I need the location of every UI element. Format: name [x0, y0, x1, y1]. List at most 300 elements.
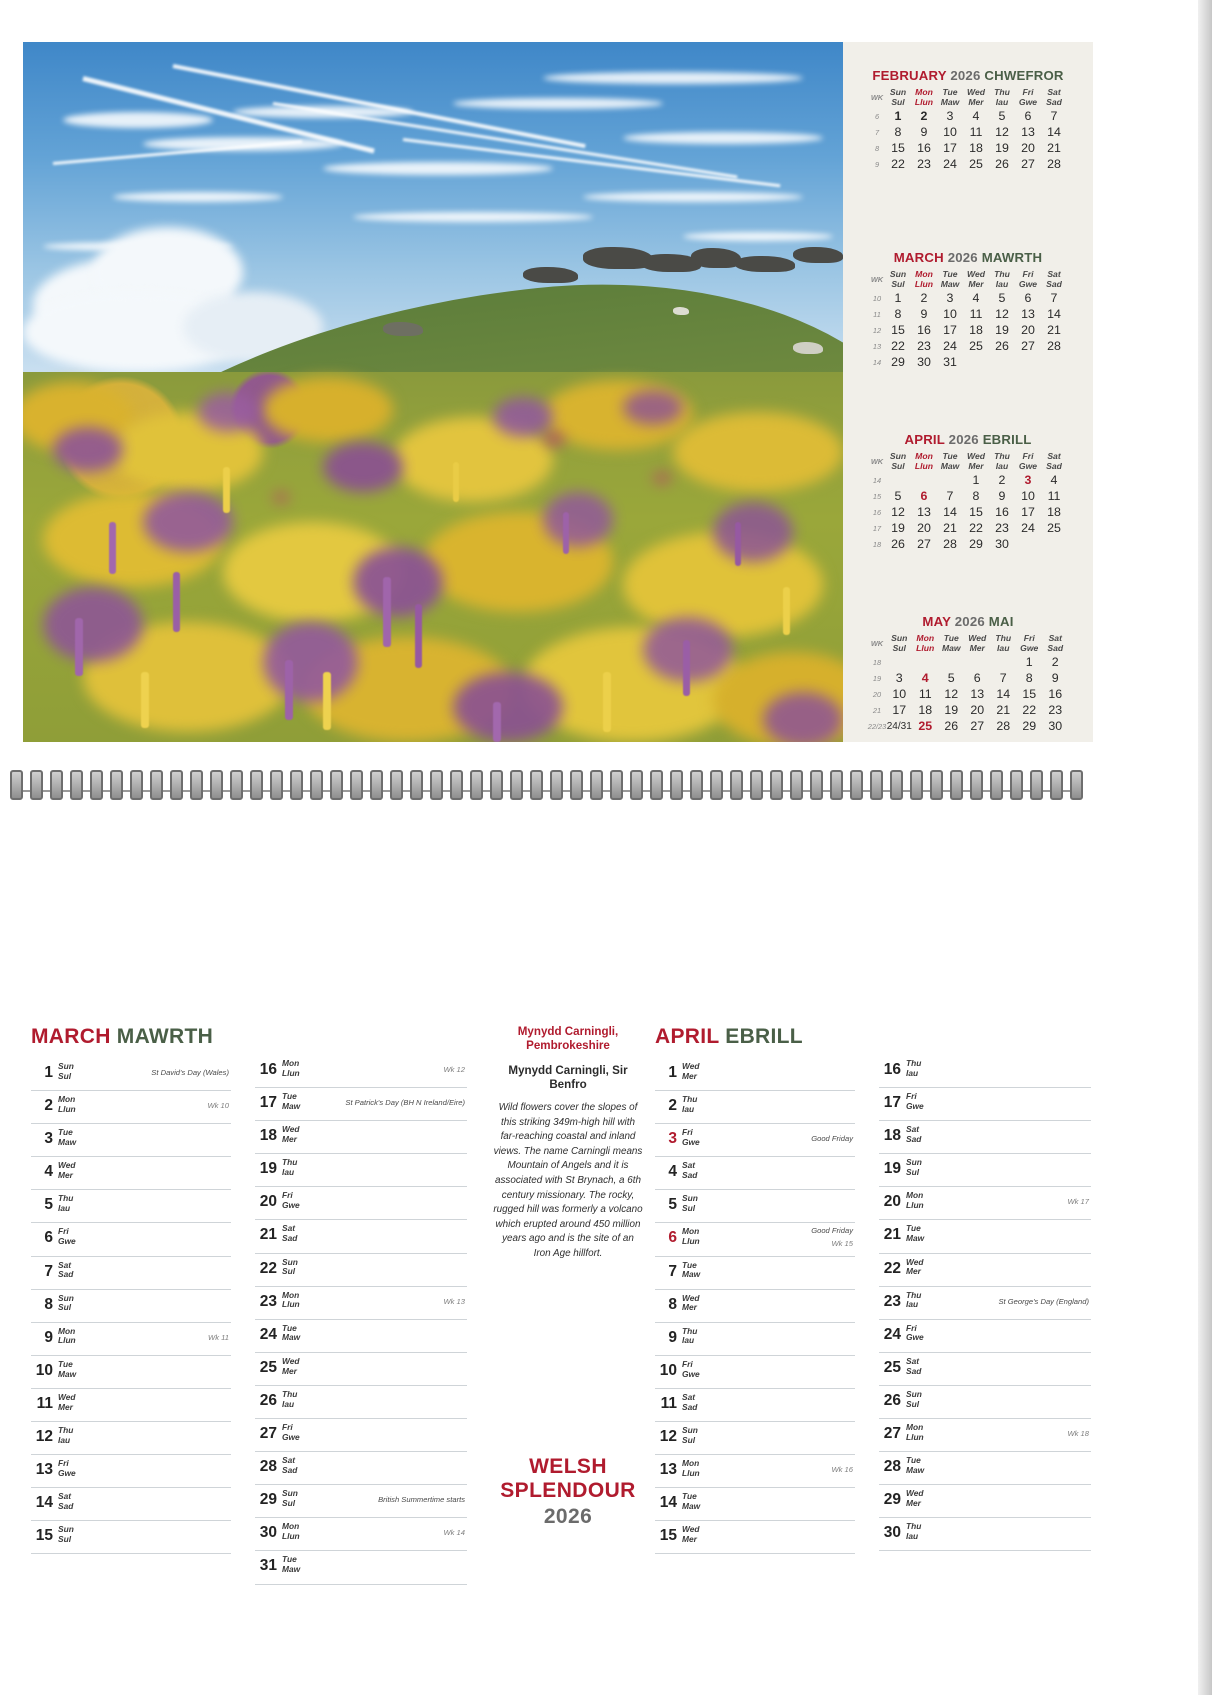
week-note: Wk 17 — [1067, 1197, 1089, 1207]
mini-day: 25 — [969, 157, 983, 172]
mini-day: 17 — [892, 703, 907, 718]
diary-day-row[interactable] — [879, 1121, 1091, 1154]
day-names: Thu Iau — [682, 1094, 698, 1114]
week-note: Wk 14 — [443, 1528, 465, 1538]
mini-day: 13 — [970, 687, 985, 702]
mini-week-row — [868, 718, 1069, 734]
day-number: 9 — [44, 1328, 53, 1346]
mini-day: 4 — [972, 291, 980, 306]
mini-day — [912, 654, 938, 670]
diary-day-row[interactable] — [879, 1088, 1091, 1121]
day-names: Tue Maw — [58, 1358, 77, 1379]
day-names: Sun Sul — [906, 1388, 922, 1409]
day-number: 20 — [259, 1193, 277, 1211]
mini-day: 18 — [1047, 505, 1061, 520]
mini-day-holiday: 25 — [918, 719, 933, 734]
diary-day-row[interactable] — [655, 1455, 855, 1488]
day-number: 27 — [259, 1425, 277, 1443]
mini-day: 8 — [894, 125, 902, 140]
mini-day: 16 — [1048, 687, 1063, 702]
mini-day: 11 — [918, 687, 932, 702]
dow-header-mon: Mon Llun — [914, 451, 934, 471]
mini-day: 19 — [995, 323, 1009, 338]
mini-day-holiday: 3 — [1024, 473, 1032, 488]
diary-day-row[interactable] — [255, 1551, 467, 1584]
dow-header-tue: Tue Maw — [941, 633, 961, 653]
mini-day: 20 — [917, 521, 931, 536]
description-text: Wild flowers cover the slopes of this striking 349m-high hill with far-reaching coastal and inland views. The name Carningli means Mountain of Angels and it is associated with St Brynach, a 6th century missionary. The rocky, rugged hill was formerly a volcano which erupted around 450 million years ago and is the site of an Iron Age hillfort. — [493, 1102, 643, 1259]
mini-day: 6 — [1024, 291, 1032, 306]
day-names: Thu Iau — [58, 1425, 74, 1445]
dow-header-sun: Sun Sul — [889, 269, 907, 289]
day-names: Mon Llun — [282, 1289, 300, 1310]
diary-day-row[interactable] — [255, 1452, 467, 1485]
day-names: Thu Iau — [282, 1157, 298, 1177]
day-names: Sun Sul — [682, 1193, 698, 1214]
week-number: 18 — [872, 539, 882, 549]
photo-description — [493, 1025, 643, 1262]
day-number: 2 — [44, 1097, 53, 1115]
dow-header-sun: Sun Sul — [891, 633, 908, 653]
diary-day-row[interactable] — [655, 1157, 855, 1190]
dow-header-sun: Sun Sul — [889, 87, 907, 107]
day-number: 4 — [44, 1163, 53, 1181]
day-names: Thu Iau — [682, 1325, 698, 1346]
week-number: 21 — [872, 705, 882, 715]
diary-day-row[interactable] — [879, 1320, 1091, 1353]
diary-day-row[interactable] — [655, 1389, 855, 1422]
diary-day-row[interactable] — [255, 1287, 467, 1320]
mini-week-row — [869, 140, 1067, 156]
diary-day-row[interactable] — [31, 1124, 231, 1157]
mini-day: 14 — [1047, 307, 1061, 322]
diary-day-row[interactable] — [255, 1154, 467, 1187]
mini-day: 6 — [973, 671, 981, 686]
diary-day-row[interactable] — [31, 1058, 231, 1091]
diary-day-row[interactable] — [31, 1422, 231, 1455]
mini-day: 8 — [1025, 671, 1033, 686]
diary-day-row[interactable] — [655, 1521, 855, 1554]
diary-day-row[interactable] — [31, 1455, 231, 1488]
mini-week-row — [869, 488, 1067, 504]
day-number: 29 — [883, 1491, 901, 1509]
day-number: 28 — [259, 1458, 277, 1476]
diary-day-row[interactable] — [655, 1488, 855, 1521]
diary-day-row[interactable] — [255, 1518, 467, 1551]
diary-day-row[interactable] — [255, 1088, 467, 1121]
mini-day: 23 — [1048, 703, 1063, 718]
mini-day: 30 — [917, 355, 931, 370]
diary-day-row[interactable] — [655, 1356, 855, 1389]
day-names: Sat Sad — [58, 1259, 74, 1280]
mini-day: 14 — [996, 687, 1011, 702]
mini-day: 12 — [944, 687, 959, 702]
day-number: 18 — [883, 1127, 901, 1145]
mini-day: 21 — [1047, 323, 1061, 338]
dow-header-thu: Thu Iau — [995, 633, 1012, 653]
day-number: 17 — [259, 1094, 277, 1112]
dow-header-fri: Fri Gwe — [1020, 633, 1039, 653]
dow-header-fri: Fri Gwe — [1018, 87, 1038, 107]
week-number: 19 — [872, 673, 882, 683]
mini-day — [963, 354, 989, 370]
day-note: British Summertime starts — [378, 1495, 465, 1505]
mini-month-table — [869, 87, 1067, 172]
mini-day: 29 — [969, 537, 983, 552]
mini-day: 12 — [995, 125, 1009, 140]
diary-day-row[interactable] — [31, 1091, 231, 1124]
day-names: Mon Llun — [906, 1422, 924, 1442]
mini-month-title — [843, 432, 1093, 447]
mini-month-name-cy: MAWRTH — [981, 250, 1043, 265]
day-names: Wed Mer — [682, 1061, 700, 1081]
mini-day: 3 — [895, 671, 903, 686]
page-edge-shadow — [1198, 0, 1212, 1695]
week-number: 17 — [872, 523, 882, 533]
mini-day: 24/31 — [886, 720, 912, 732]
mini-week-row — [869, 504, 1067, 520]
mini-day: 1 — [972, 473, 980, 488]
mini-day: 14 — [1047, 125, 1061, 140]
mini-day: 18 — [918, 703, 933, 718]
day-note: Good Friday — [811, 1226, 853, 1236]
day-number: 13 — [659, 1461, 677, 1479]
mini-day: 22 — [891, 339, 905, 354]
day-names: Thu Iau — [906, 1058, 922, 1078]
day-note: St Patrick's Day (BH N Ireland/Eire) — [345, 1098, 465, 1108]
day-names: Tue Maw — [58, 1127, 77, 1147]
diary-day-row[interactable] — [655, 1422, 855, 1455]
diary-day-row[interactable] — [31, 1356, 231, 1389]
day-number: 21 — [259, 1226, 277, 1244]
mini-day — [885, 472, 911, 488]
day-names: Tue Maw — [282, 1322, 301, 1343]
mini-month-year: 2026 — [954, 614, 985, 629]
mini-day: 30 — [995, 537, 1009, 552]
mini-week-row — [869, 306, 1067, 322]
day-names: Sun Sul — [682, 1425, 698, 1445]
mini-day: 30 — [1048, 719, 1063, 734]
mini-month-table — [868, 633, 1069, 734]
diary-day-row[interactable] — [879, 1353, 1091, 1386]
diary-day-row[interactable] — [255, 1220, 467, 1253]
mini-month-may — [843, 614, 1093, 734]
mini-week-row — [869, 472, 1067, 488]
diary-day-row[interactable] — [879, 1154, 1091, 1187]
flower-meadow — [23, 372, 843, 742]
diary-day-row[interactable] — [31, 1290, 231, 1323]
day-names: Mon Llun — [58, 1094, 76, 1114]
mini-day: 16 — [995, 505, 1009, 520]
day-note: St George's Day (England) — [998, 1296, 1089, 1306]
diary-day-row[interactable] — [879, 1220, 1091, 1253]
diary-day-row[interactable] — [879, 1187, 1091, 1220]
dow-header-tue: Tue Maw — [940, 269, 960, 289]
mini-day: 22 — [1022, 703, 1037, 718]
diary-day-row[interactable] — [31, 1257, 231, 1290]
dow-header-fri: Fri Gwe — [1018, 269, 1038, 289]
mini-month-title — [843, 614, 1093, 629]
dow-header-sat: Sat Sad — [1046, 87, 1062, 107]
diary-day-row[interactable] — [31, 1190, 231, 1223]
day-note: St David's Day (Wales) — [151, 1068, 229, 1077]
month-name-en: MARCH — [31, 1025, 111, 1048]
diary-day-row[interactable] — [879, 1386, 1091, 1419]
mini-month-year: 2026 — [950, 68, 981, 83]
mini-day: 23 — [917, 157, 931, 172]
mini-day: 26 — [995, 157, 1009, 172]
day-number: 3 — [44, 1130, 53, 1148]
day-names: Sat Sad — [682, 1391, 698, 1412]
mini-day: 5 — [998, 109, 1006, 124]
day-names: Sun Sul — [58, 1061, 74, 1081]
diary-day-row[interactable] — [255, 1419, 467, 1452]
mini-day: 20 — [1021, 141, 1035, 156]
month-name-cy: EBRILL — [725, 1025, 803, 1048]
mini-week-row — [869, 108, 1067, 124]
mini-day: 17 — [1021, 505, 1035, 520]
diary-day-row[interactable] — [655, 1091, 855, 1124]
mini-day: 15 — [1022, 687, 1037, 702]
diary-day-row[interactable] — [879, 1419, 1091, 1452]
mini-week-row — [868, 686, 1069, 702]
mini-day: 2 — [920, 291, 928, 306]
mini-month-title — [843, 250, 1093, 265]
dow-header-mon: Mon Llun — [914, 87, 934, 107]
mini-day: 11 — [969, 125, 983, 140]
mini-day: 4 — [972, 109, 980, 124]
day-names: Sat Sad — [58, 1491, 74, 1511]
day-number: 23 — [259, 1292, 277, 1310]
day-names: Tue Maw — [282, 1091, 301, 1111]
diary-day-row[interactable] — [31, 1157, 231, 1190]
day-names: Fri Gwe — [58, 1458, 76, 1478]
diary-day-row[interactable] — [31, 1389, 231, 1422]
day-number: 27 — [883, 1425, 901, 1443]
mini-month-table — [869, 269, 1067, 370]
diary-blank-row — [879, 1551, 1091, 1584]
week-number: 8 — [874, 143, 880, 153]
mini-day: 27 — [1021, 339, 1035, 354]
wk-header: WK — [870, 274, 884, 284]
day-names: Thu Iau — [58, 1193, 74, 1214]
diary-day-row[interactable] — [879, 1287, 1091, 1320]
week-number: 7 — [874, 127, 880, 137]
diary-day-row[interactable] — [255, 1187, 467, 1220]
day-number: 8 — [668, 1295, 677, 1313]
diary-day-row[interactable] — [255, 1386, 467, 1419]
mini-day: 15 — [891, 323, 905, 338]
mini-day: 28 — [1047, 339, 1061, 354]
mini-day: 2 — [1051, 655, 1059, 670]
diary-march-col1 — [31, 1025, 231, 1554]
mini-day: 21 — [943, 521, 957, 536]
mini-week-row — [869, 290, 1067, 306]
mini-month-name-cy: CHWEFROR — [984, 68, 1064, 83]
week-number: 22/23 — [867, 721, 887, 731]
day-names: Sun Sul — [58, 1292, 74, 1313]
diary-day-row[interactable] — [255, 1121, 467, 1154]
day-names: Sun Sul — [282, 1488, 298, 1508]
diary-day-row[interactable] — [255, 1320, 467, 1353]
week-number: 20 — [872, 689, 882, 699]
mini-day: 1 — [894, 291, 902, 306]
dow-header-wed: Wed Mer — [967, 451, 985, 471]
dow-header-mon: Mon Llun — [916, 633, 935, 653]
diary-day-row[interactable] — [31, 1323, 231, 1356]
diary-month-heading-april — [655, 1025, 855, 1049]
mini-day — [937, 472, 963, 488]
mini-day: 25 — [969, 339, 983, 354]
diary-day-row[interactable] — [655, 1058, 855, 1091]
diary-day-row[interactable] — [31, 1488, 231, 1521]
mini-day: 27 — [1021, 157, 1035, 172]
photograph-mynydd-carningli — [23, 42, 843, 742]
mini-day: 28 — [943, 537, 957, 552]
diary-day-row[interactable] — [255, 1353, 467, 1386]
day-names: Sun Sul — [58, 1524, 74, 1545]
diary-day-row[interactable] — [879, 1518, 1091, 1551]
diary-day-row[interactable] — [31, 1223, 231, 1256]
mini-month-name-cy: EBRILL — [982, 432, 1032, 447]
mini-day: 7 — [1050, 291, 1058, 306]
mini-week-row — [868, 670, 1069, 686]
day-names: Sat Sad — [906, 1124, 922, 1144]
mini-day — [1015, 354, 1041, 370]
diary-day-row[interactable] — [655, 1257, 855, 1290]
mini-month-year: 2026 — [948, 432, 979, 447]
diary-day-row[interactable] — [255, 1254, 467, 1287]
mini-day — [990, 654, 1016, 670]
day-number: 13 — [35, 1461, 53, 1479]
mini-day: 16 — [917, 141, 931, 156]
week-number: 10 — [872, 293, 882, 303]
mini-day: 5 — [947, 671, 955, 686]
day-names: Sun Sul — [282, 1256, 298, 1277]
day-number: 5 — [44, 1196, 53, 1214]
mini-week-row — [869, 124, 1067, 140]
day-number: 19 — [259, 1160, 277, 1178]
mini-day: 13 — [1021, 307, 1035, 322]
calendar-title: WELSH SPLENDOUR — [500, 1455, 636, 1502]
day-number: 12 — [35, 1428, 53, 1446]
location-name-cy: Mynydd Carningli, Sir Benfro — [508, 1064, 628, 1091]
day-names: Mon Llun — [282, 1058, 300, 1078]
mini-day: 24 — [1021, 521, 1035, 536]
day-note: Good Friday — [811, 1134, 853, 1144]
day-number: 24 — [259, 1325, 277, 1343]
diary-day-row[interactable] — [879, 1485, 1091, 1518]
month-name-cy: MAWRTH — [116, 1025, 214, 1048]
mini-week-row — [869, 338, 1067, 354]
mini-day: 13 — [1021, 125, 1035, 140]
mini-day — [938, 654, 964, 670]
mini-day: 1 — [894, 109, 902, 124]
mini-day: 25 — [1047, 521, 1061, 536]
day-names: Sat Sad — [906, 1355, 922, 1376]
diary-april-col1 — [655, 1025, 855, 1554]
mini-day: 26 — [891, 537, 905, 552]
day-names: Mon Llun — [282, 1521, 300, 1542]
mini-week-row — [869, 354, 1067, 370]
day-names: Thu Iau — [906, 1521, 922, 1542]
day-number: 28 — [883, 1458, 901, 1476]
mini-week-row — [869, 536, 1067, 552]
mini-month-name-cy: MAI — [988, 614, 1014, 629]
day-names: Wed Mer — [906, 1256, 924, 1277]
day-number: 17 — [883, 1094, 901, 1112]
diary-day-row[interactable] — [255, 1485, 467, 1518]
mini-day: 21 — [1047, 141, 1061, 156]
diary-day-row[interactable] — [879, 1055, 1091, 1088]
diary-day-row[interactable] — [879, 1452, 1091, 1485]
day-names: Fri Gwe — [682, 1127, 700, 1147]
dow-header-thu: Thu Iau — [994, 87, 1010, 107]
dow-header-sun: Sun Sul — [889, 451, 907, 471]
mini-day — [1015, 536, 1041, 552]
day-number-holiday: 6 — [668, 1229, 677, 1247]
mini-day: 17 — [943, 323, 957, 338]
day-names: Mon Llun — [58, 1325, 76, 1346]
day-number: 12 — [659, 1428, 677, 1446]
diary-day-row[interactable] — [655, 1223, 855, 1256]
dow-header-tue: Tue Maw — [940, 87, 960, 107]
mini-month-name-en: FEBRUARY — [872, 68, 947, 83]
day-number: 14 — [659, 1494, 677, 1512]
mini-day: 11 — [1047, 489, 1061, 504]
day-number: 26 — [883, 1391, 901, 1409]
mini-day: 6 — [1024, 109, 1032, 124]
day-number: 16 — [883, 1061, 901, 1078]
diary-day-row[interactable] — [879, 1254, 1091, 1287]
day-number: 10 — [659, 1361, 677, 1379]
month-name-en: APRIL — [655, 1025, 720, 1048]
week-note: Wk 18 — [1067, 1429, 1089, 1439]
mini-day: 31 — [943, 355, 957, 370]
week-number: 14 — [872, 475, 882, 485]
day-names: Thu Iau — [282, 1388, 298, 1409]
mini-day: 2 — [998, 473, 1006, 488]
mini-day: 19 — [944, 703, 959, 718]
diary-day-row[interactable] — [655, 1124, 855, 1157]
mini-day: 7 — [999, 671, 1007, 686]
diary-day-row[interactable] — [655, 1190, 855, 1223]
day-number: 25 — [883, 1358, 901, 1376]
dow-header-tue: Tue Maw — [940, 451, 960, 471]
mini-day: 13 — [917, 505, 931, 520]
dow-header-fri: Fri Gwe — [1018, 451, 1038, 471]
mini-day: 8 — [894, 307, 902, 322]
day-number: 18 — [259, 1127, 277, 1145]
mini-day: 22 — [969, 521, 983, 536]
mini-day: 24 — [943, 157, 957, 172]
mini-day: 18 — [969, 323, 983, 338]
diary-day-row[interactable] — [255, 1055, 467, 1088]
mini-day — [964, 654, 990, 670]
day-names: Tue Maw — [682, 1491, 701, 1511]
diary-day-row[interactable] — [655, 1323, 855, 1356]
mini-week-row — [869, 322, 1067, 338]
day-names: Wed Mer — [58, 1391, 76, 1412]
mini-day: 1 — [1025, 655, 1033, 670]
diary-day-row[interactable] — [31, 1521, 231, 1554]
mini-day — [1041, 354, 1067, 370]
mini-day: 26 — [944, 719, 959, 734]
diary-day-row[interactable] — [655, 1290, 855, 1323]
mini-month-april — [843, 432, 1093, 552]
mini-day: 10 — [943, 125, 957, 140]
day-names: Wed Mer — [282, 1355, 300, 1376]
